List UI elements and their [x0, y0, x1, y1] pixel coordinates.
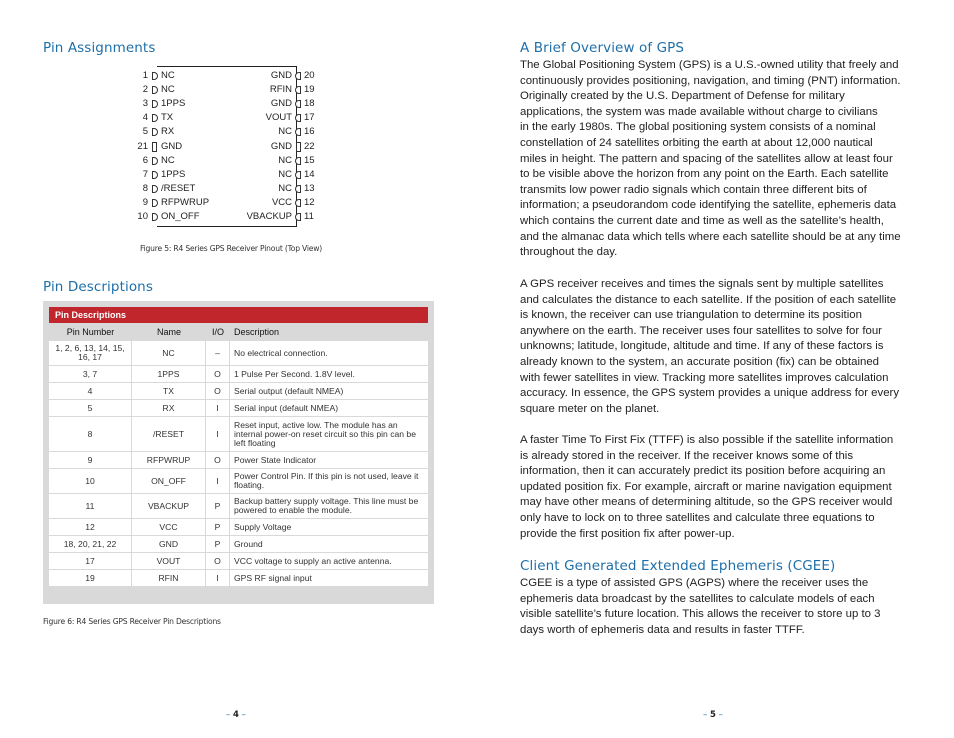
table-row	[49, 519, 428, 535]
pinout-left-pin	[130, 97, 225, 111]
table-row	[49, 469, 428, 493]
text-line: ephemeris data broadcast by the satellites to calculate models of each	[520, 592, 875, 605]
text-line: The Global Positioning System (GPS) is a U.S.-owned utility that freely and	[520, 59, 899, 71]
table-row	[49, 452, 428, 468]
page-number-value: 5	[709, 710, 716, 720]
text-line: and calculates the distance to each satellite. If the position of each satellite	[520, 293, 897, 306]
pinout-right-pin	[230, 83, 330, 97]
pin-name: GND	[270, 140, 292, 152]
text-line: and the almanac data which tells where each satellite should be at any time	[520, 230, 901, 243]
text-line: information; a pseudorandom code identifying the satellite, ephemeris data	[520, 199, 897, 212]
cgee-paragraph	[520, 576, 915, 638]
pin-name: RX	[161, 126, 175, 138]
pinout-right-pin	[230, 140, 330, 154]
pinout-left-pin	[130, 140, 225, 154]
cell-name: RX	[132, 400, 206, 416]
text-line: accuracy. In essence, the GPS system provides a unique address for every	[520, 387, 900, 400]
text-line: applications, the system was made available without charge to civilians	[520, 105, 878, 118]
pin-name: GND	[270, 70, 292, 81]
text-line: unknowns; latitude, longitude, altitude and time. If any of these factors is	[520, 340, 884, 353]
cell-pin-number: 1, 2, 6, 13, 14, 15, 16, 17	[49, 341, 132, 365]
cell-pin-number: 8	[49, 417, 132, 451]
pin-marker-icon	[152, 171, 158, 179]
text-line: days worth of ephemeris data and results in faster TTFF.	[520, 623, 805, 636]
table-row	[49, 366, 428, 382]
pinout-left-pin	[130, 69, 225, 83]
text-line: already known to the system, an accurate position (fix) can be obtained	[520, 355, 880, 368]
text-line: continuously provides positioning, navigation, and timing (PNT) information.	[520, 74, 901, 87]
pin-marker-icon	[295, 72, 301, 80]
cell-pin-number: 12	[49, 519, 132, 535]
pin-marker-icon	[152, 142, 157, 152]
text-line: information, then it can accurately predict its position before acquiring an	[520, 465, 886, 478]
pin-marker-icon	[152, 100, 158, 108]
pin-marker-icon	[152, 114, 158, 122]
text-line: only have to lock on to three satellites and calculate three equations to	[520, 511, 875, 524]
text-line: Originally created by the U.S. Department of Defense for military	[520, 90, 845, 103]
cell-description: No electrical connection.	[234, 347, 328, 358]
cell-description: Serial output (default NMEA)	[234, 385, 344, 396]
pin-name: RFPWRUP	[161, 196, 210, 208]
cell-pin-number: 10	[49, 469, 132, 493]
cell-description: Power Control Pin. If this pin is not used, leave it floating.	[234, 471, 419, 490]
pin-name: 1PPS	[161, 168, 186, 180]
pin-marker-icon	[295, 171, 301, 179]
pin-number: 22	[304, 140, 315, 152]
cell-description: Ground	[234, 538, 263, 549]
text-line: which contains the current date and time as well as the satellite’s health,	[520, 214, 884, 227]
cell-name: 1PPS	[132, 366, 206, 382]
cell-pin-number: 19	[49, 570, 132, 586]
header-name: Name	[156, 327, 181, 337]
figure5-caption: Figure 5: R4 Series GPS Receiver Pinout (Top View)	[140, 244, 323, 253]
pinout-left-pin	[130, 83, 225, 97]
cell-name: NC	[132, 341, 206, 365]
text-line: with fewer satellites in view. Tracking more satellites improves calculation	[520, 371, 889, 384]
table-row	[49, 553, 428, 569]
pin-name: RFIN	[269, 84, 292, 96]
gps-paragraph-3	[520, 433, 915, 542]
pin-number: 4	[142, 112, 148, 124]
pin-number: 14	[304, 168, 315, 180]
table-row	[49, 383, 428, 399]
cell-name: RFPWRUP	[132, 452, 206, 468]
cell-pin-number: 3, 7	[49, 366, 132, 382]
cell-pin-number: 18, 20, 21, 22	[49, 536, 132, 552]
pin-marker-icon	[295, 213, 301, 221]
pin-name: NC	[161, 84, 175, 96]
cell-pin-number: 11	[49, 494, 132, 518]
text-line: is known, the receiver can use triangulation to determine its position	[520, 309, 862, 322]
text-line: may have other means of determining altitude, so the GPS receiver would	[520, 496, 893, 509]
pin-number: 12	[304, 196, 315, 208]
page-number-right: – 5 –	[703, 710, 723, 720]
figure6-caption: Figure 6: R4 Series GPS Receiver Pin Descriptions	[43, 617, 221, 626]
pin-number: 20	[304, 70, 315, 81]
cell-io: I	[206, 400, 230, 416]
header-description: Description	[234, 327, 280, 337]
pin-marker-icon	[295, 86, 301, 94]
pin-number: 10	[137, 211, 148, 222]
cell-description: Reset input, active low. The module has an internal power-on reset circuit so this pin can be left floating	[234, 419, 416, 448]
pin-number: 16	[304, 126, 315, 138]
cell-description: 1 Pulse Per Second. 1.8V level.	[234, 368, 355, 379]
cell-description: Serial input (default NMEA)	[234, 402, 339, 413]
pin-marker-icon	[295, 199, 301, 207]
pin-name: NC	[161, 154, 175, 166]
pin-number: 5	[142, 126, 148, 138]
text-line: throughout the day.	[520, 246, 618, 259]
table-title: Pin Descriptions	[49, 307, 428, 323]
text-line: visible satellite’s future location. This allows the receiver to store up to 3	[520, 608, 881, 621]
cell-io: I	[206, 469, 230, 493]
cell-name: VOUT	[132, 553, 206, 569]
pin-number: 7	[142, 168, 148, 180]
text-line: A faster Time To First Fix (TTFF) is also possible if the satellite information	[520, 434, 894, 446]
pin-name: ON_OFF	[161, 211, 200, 222]
header-pin-number: Pin Number	[66, 327, 115, 337]
table-row	[49, 417, 428, 451]
pin-number: 18	[304, 98, 315, 110]
pin-name: NC	[278, 182, 292, 194]
table-row	[49, 570, 428, 586]
header-io: I/O	[211, 327, 224, 337]
pinout-right-pin	[230, 168, 330, 182]
page-number-value: 4	[232, 710, 239, 720]
pin-number: 1	[142, 70, 148, 81]
pin-number: 9	[142, 196, 148, 208]
gps-paragraph-1	[520, 58, 915, 261]
pinout-left-pin	[130, 168, 225, 182]
cell-name: VCC	[132, 519, 206, 535]
cell-name: VBACKUP	[132, 494, 206, 518]
pin-number: 3	[142, 98, 148, 110]
pinout-diagram	[130, 64, 330, 230]
cell-io: O	[206, 366, 230, 382]
text-line: constellation of 24 satellites orbiting the earth at about 12,000 nautical	[520, 136, 873, 149]
cgee-heading: Client Generated Extended Ephemeris (CGEE)	[520, 558, 836, 574]
pin-number: 8	[142, 182, 148, 194]
cell-description: Backup battery supply voltage. This line must be powered to enable the module.	[234, 496, 419, 515]
pinout-right-pin	[230, 125, 330, 139]
pin-descriptions-table	[43, 301, 434, 604]
cell-pin-number: 5	[49, 400, 132, 416]
pinout-left-pin	[130, 196, 225, 210]
text-line: provide the first position fix after power-up.	[520, 527, 735, 540]
cell-io: –	[206, 341, 230, 365]
cell-io: I	[206, 570, 230, 586]
pin-number: 15	[304, 154, 315, 166]
pin-marker-icon	[152, 213, 158, 221]
cell-pin-number: 4	[49, 383, 132, 399]
pin-marker-icon	[152, 157, 158, 165]
text-line: in the early 1980s. The global positioning system consists of a nominal	[520, 121, 876, 134]
pinout-left-pin	[130, 111, 225, 125]
pinout-left-pin	[130, 210, 225, 224]
text-line: anywhere on the earth. The receiver uses four satellites to solve for four	[520, 324, 882, 337]
gps-overview-heading: A Brief Overview of GPS	[520, 40, 685, 56]
pin-name: VOUT	[265, 112, 292, 124]
cell-io: O	[206, 383, 230, 399]
pin-name: GND	[161, 140, 183, 152]
pinout-left-pin	[130, 154, 225, 168]
text-line: A GPS receiver receives and times the signals sent by multiple satellites	[520, 278, 884, 290]
cell-io: P	[206, 536, 230, 552]
pinout-right-pin	[230, 97, 330, 111]
pinout-left-pin	[130, 182, 225, 196]
pinout-right-pin	[230, 154, 330, 168]
pin-marker-icon	[295, 157, 301, 165]
cell-name: ON_OFF	[132, 469, 206, 493]
table-row	[49, 341, 428, 365]
table-header-row	[49, 323, 428, 341]
pin-marker-icon	[152, 86, 158, 94]
pin-name: NC	[278, 168, 292, 180]
cell-pin-number: 17	[49, 553, 132, 569]
pinout-right-pin	[230, 111, 330, 125]
pin-marker-icon	[296, 142, 301, 152]
pin-assignments-heading: Pin Assignments	[43, 40, 156, 56]
cell-description: Power State Indicator	[234, 454, 317, 465]
cell-name: TX	[132, 383, 206, 399]
pinout-left-pin	[130, 125, 225, 139]
pin-marker-icon	[152, 128, 158, 136]
cell-io: I	[206, 417, 230, 451]
pinout-right-pin	[230, 196, 330, 210]
pin-number: 13	[304, 182, 315, 194]
pin-number: 21	[137, 140, 148, 152]
table-body	[49, 341, 428, 586]
pin-marker-icon	[295, 185, 301, 193]
pinout-right-pin	[230, 210, 330, 224]
table-row	[49, 400, 428, 416]
cell-io: P	[206, 494, 230, 518]
text-line: CGEE is a type of assisted GPS (AGPS) where the receiver uses the	[520, 577, 869, 589]
table-row	[49, 494, 428, 518]
pin-number: 6	[142, 154, 148, 166]
text-line: square meter on the planet.	[520, 402, 660, 415]
pin-number: 2	[142, 84, 148, 96]
cell-description: GPS RF signal input	[234, 572, 312, 583]
pin-name: NC	[278, 126, 292, 138]
pin-name: GND	[270, 98, 292, 110]
cell-description: Supply Voltage	[234, 521, 292, 532]
pin-marker-icon	[295, 114, 301, 122]
pin-name: VCC	[271, 196, 292, 208]
text-line: is already stored in the receiver. If the receiver knows some of this	[520, 449, 854, 462]
pin-number: 19	[304, 84, 315, 96]
pin-name: /RESET	[161, 182, 196, 194]
pinout-right-pin	[230, 69, 330, 83]
pinout-right-pin	[230, 182, 330, 196]
cell-description: VCC voltage to supply an active antenna.	[234, 555, 392, 566]
gps-paragraph-2	[520, 277, 915, 417]
pin-name: TX	[161, 112, 174, 124]
pin-name: NC	[278, 154, 292, 166]
page-number-left: – 4 –	[226, 710, 246, 720]
pin-number: 11	[304, 211, 314, 222]
pin-marker-icon	[295, 100, 301, 108]
cell-io: O	[206, 553, 230, 569]
text-line: transmits low power radio signals which contain three different bits of	[520, 183, 867, 196]
cell-io: O	[206, 452, 230, 468]
table-row	[49, 536, 428, 552]
cell-io: P	[206, 519, 230, 535]
pin-descriptions-heading: Pin Descriptions	[43, 279, 153, 295]
pin-name: VBACKUP	[246, 211, 292, 222]
pin-number: 17	[304, 112, 315, 124]
cell-name: /RESET	[132, 417, 206, 451]
text-line: to be visible above the horizon from any point on the Earth. Each satellite	[520, 168, 889, 181]
cell-name: GND	[132, 536, 206, 552]
pin-marker-icon	[152, 72, 158, 80]
pin-marker-icon	[152, 199, 158, 207]
pin-name: 1PPS	[161, 98, 186, 110]
text-line: updated position fix. For example, aircraft or marine navigation equipment	[520, 480, 892, 493]
cell-name: RFIN	[132, 570, 206, 586]
pin-marker-icon	[295, 128, 301, 136]
pin-name: NC	[161, 70, 175, 81]
pin-marker-icon	[152, 185, 158, 193]
text-line: miles in height. The pattern and spacing of the satellites allow at least four	[520, 152, 893, 165]
cell-pin-number: 9	[49, 452, 132, 468]
